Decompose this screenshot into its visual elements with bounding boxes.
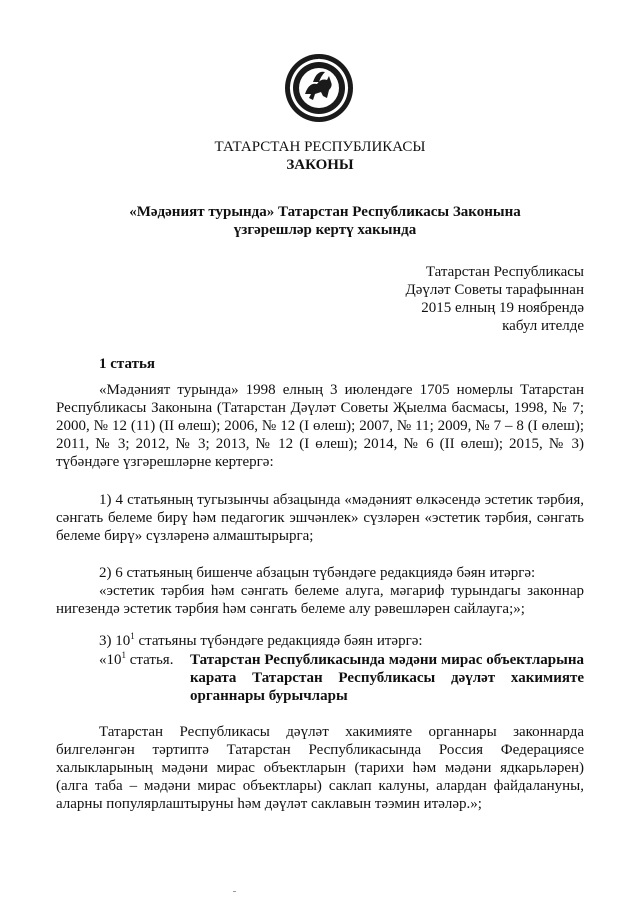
- new-article-suffix: статья.: [126, 652, 174, 668]
- item-2-quote-paragraph: «эстетик тәрбия һәм сәнгать белеме алуга, мәгариф турындагы законнар нигезендә эстетик тәрбия һәм сәнгать белеме алу рәвешләрен сайлауга;»;: [56, 583, 584, 617]
- new-article-body-paragraph: Татарстан Республикасы дәүләт хакимияте органнары законнарда билгеләнгән тәртиптә Татарстан Республикасында Россия Федерациясе халыкларының мәдәни мирас объектларын (тарихи һәм мәдәни ядкарьләрен) (алга таба – мәдәни мирас объектлары) саклап калуны, алардан файдалануны, аларны популярлаштыруны һәм дәүләт саклавын тәэмин итәләр.»;: [56, 724, 584, 812]
- new-article-title: [190, 651, 584, 705]
- adoption-line-2: Дәүләт Советы тарафыннан: [405, 282, 584, 298]
- law-title-line-1: «Мәдәният турында» Татарстан Республикасы Законына: [129, 204, 521, 220]
- item-1-paragraph: 1) 4 статьяның тугызынчы абзацында «мәдәният өлкәсендә эстетик тәрбия, сәнгать белеме бирү һәм педагогик эшчәнлек» сүзләрен «эстетик тәрбия, сәнгать белеме бирү» сүзләренә алмаштырырга;: [56, 492, 584, 544]
- adoption-note: [406, 263, 584, 335]
- scan-mark: [233, 891, 236, 892]
- law-title-line-2: үзгәрешләр кертү хакында: [233, 222, 417, 238]
- new-article-title-line-3: органнары бурычлары: [190, 688, 348, 704]
- tatarstan-coat-of-arms-icon: [283, 52, 355, 124]
- law-title: [100, 203, 550, 239]
- adoption-line-4: кабул ителде: [502, 318, 584, 334]
- item-3-paragraph: [56, 632, 584, 650]
- adoption-line-3: 2015 елның 19 ноябрендә: [421, 300, 584, 316]
- new-article-title-line-1: Татарстан Республикасында мәдәни мирас объектларына: [190, 652, 584, 668]
- new-article-superscript: 1: [121, 650, 126, 660]
- item-2-paragraph: 2) 6 статьяның бишенче абзацын түбәндәге редакциядә бәян итәргә:: [99, 565, 536, 581]
- adoption-line-1: Татарстан Республикасы: [425, 264, 584, 280]
- item-3-superscript: 1: [130, 631, 135, 641]
- new-article-prefix: «10: [99, 652, 122, 668]
- item-3-prefix: 3) 10: [99, 633, 131, 649]
- new-article-title-line-2: карата Татарстан Республикасы дәүләт хакимияте: [190, 670, 584, 686]
- article-intro-paragraph: «Мәдәният турында» 1998 елның 3 июлендәге 1705 номерлы Татарстан Республикасы Законына (Татарстан Дәүләт Советы Җыелма басмасы, 1998, № 7; 2000, № 12 (11) (II өлеш); 2006, № 12 (I өлеш); 2007, № 11; 2009, № 7 – 8 (I өлеш); 2011, № 3; 2012, № 3; 2013, № 12 (I өлеш); 2014, № 6 (II өлеш); 2015, № 3) түбәндәге үзгәрешләрне кертергә:: [56, 382, 584, 470]
- document-type-heading: ЗАКОНЫ: [286, 157, 354, 173]
- article-heading: 1 статья: [99, 356, 155, 372]
- republic-heading: ТАТАРСТАН РЕСПУБЛИКАСЫ: [214, 139, 426, 155]
- item-3-suffix: статьяны түбәндәге редакциядә бәян итәргә:: [134, 633, 423, 649]
